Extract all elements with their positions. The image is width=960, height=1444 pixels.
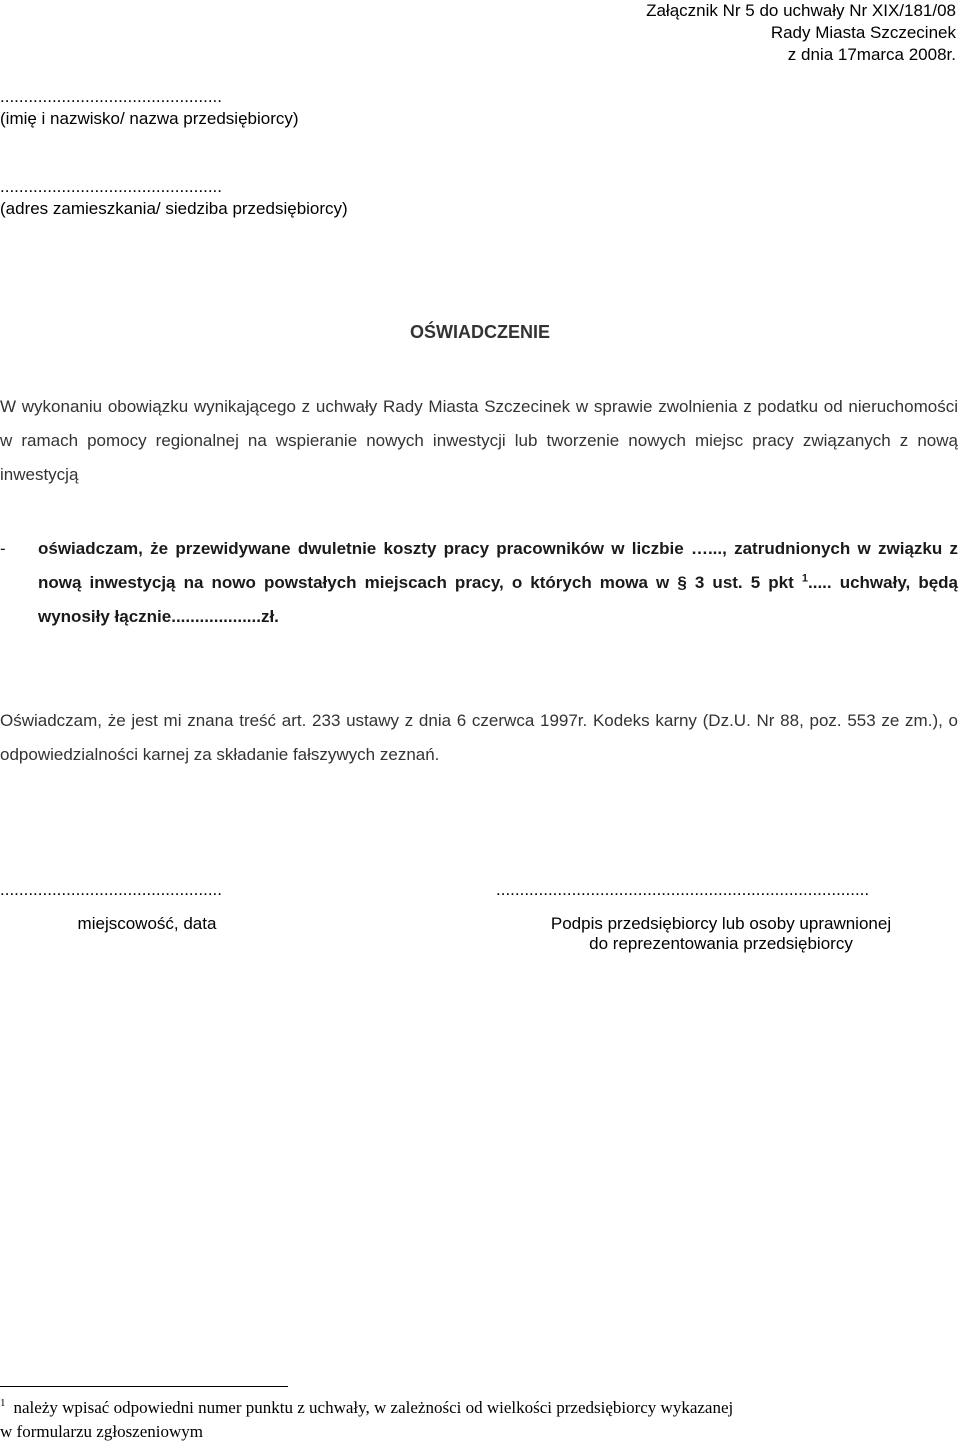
declaration-text bbox=[38, 532, 958, 634]
attachment-line-1: Załącznik Nr 5 do uchwały Nr XIX/181/08 bbox=[646, 1, 956, 20]
attachment-line-3: z dnia 17marca 2008r. bbox=[787, 45, 956, 64]
signature-label-line-1: Podpis przedsiębiorcy lub osoby uprawnionej bbox=[550, 914, 892, 933]
signature-field bbox=[496, 880, 956, 954]
list-dash: - bbox=[0, 539, 6, 558]
signature-label-line-2: do reprezentowania przedsiębiorcy bbox=[589, 934, 853, 953]
applicant-dots: ............................................... bbox=[0, 87, 222, 106]
declaration-text-part-1: oświadczam, że przewidywane dwuletnie koszty pracy pracowników w liczbie …..., zatrudnionych w związku z nową inwestycją na nowo powstałych miejscach pracy, o których mowa w § 3 ust. 5 pkt bbox=[38, 539, 958, 592]
intro-paragraph: W wykonaniu obowiązku wynikającego z uchwały Rady Miasta Szczecinek w sprawie zwolnienia z podatku od nieruchomości w ramach pomocy regionalnej na wspieranie nowych inwestycji lub tworzenie nowych miejsc pracy związanych z nową inwestycją bbox=[0, 397, 958, 484]
declaration-item bbox=[0, 532, 958, 634]
address-dots: ............................................... bbox=[0, 177, 222, 196]
address-field bbox=[0, 176, 348, 220]
place-date-field bbox=[0, 880, 290, 934]
footnote-number: 1 bbox=[0, 1397, 6, 1409]
awareness-paragraph: Oświadczam, że jest mi znana treść art. 233 ustawy z dnia 6 czerwca 1997r. Kodeks karny (Dz.U. Nr 88, poz. 553 ze zm.), o odpowiedzialności karnej za składanie fałszywych zeznań. bbox=[0, 711, 958, 764]
applicant-field bbox=[0, 86, 299, 130]
signature-dots: ............................................................................... bbox=[496, 880, 870, 899]
attachment-header bbox=[646, 0, 956, 66]
footnote bbox=[0, 1396, 900, 1444]
signature-label bbox=[496, 914, 956, 954]
footnote-separator bbox=[0, 1386, 288, 1387]
footnote-text-line-1: należy wpisać odpowiedni numer punktu z uchwały, w zależności od wielkości przedsiębiorcy wykazanej bbox=[13, 1398, 734, 1417]
attachment-line-2: Rady Miasta Szczecinek bbox=[770, 23, 956, 42]
place-date-dots: ............................................... bbox=[0, 880, 222, 899]
footnote-reference: 1 bbox=[801, 572, 808, 585]
address-label: (adres zamieszkania/ siedziba przedsiębiorcy) bbox=[0, 199, 348, 218]
document-title: OŚWIADCZENIE bbox=[409, 322, 550, 342]
applicant-label: (imię i nazwisko/ nazwa przedsiębiorcy) bbox=[0, 109, 299, 128]
declaration-text-part-2: ..... uchwały, będą wynosiły łącznie...................zł. bbox=[38, 573, 958, 626]
place-date-label: miejscowość, data bbox=[77, 914, 217, 933]
footnote-text-line-2: w formularzu zgłoszeniowym bbox=[0, 1422, 203, 1441]
